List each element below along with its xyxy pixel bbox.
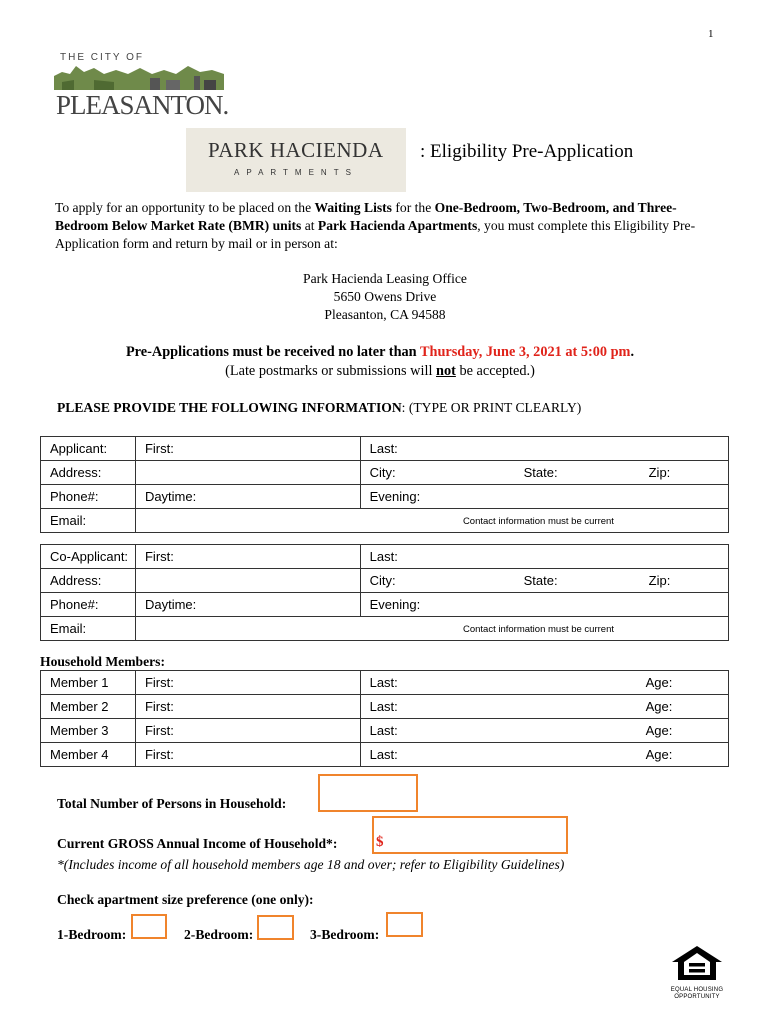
applicant-daytime-field[interactable]: Daytime: xyxy=(135,485,360,509)
provide-heading xyxy=(57,400,581,416)
eho-caption xyxy=(670,987,724,1001)
applicant-label: Applicant: xyxy=(41,437,136,461)
member-first-field[interactable]: First: xyxy=(135,719,360,743)
provide-rest: : (TYPE OR PRINT CLEARLY) xyxy=(401,400,582,415)
member-age-label: Age: xyxy=(645,699,673,714)
member-last-age-field[interactable] xyxy=(360,671,728,695)
coapplicant-evening-field[interactable]: Evening: xyxy=(360,593,728,617)
dollar-sign: $ xyxy=(376,834,384,850)
total-persons-field[interactable] xyxy=(318,774,418,812)
late-not: not xyxy=(436,363,456,379)
logo-city-name: PLEASANTON. xyxy=(56,90,229,120)
size-pref-heading: Check apartment size preference (one only): xyxy=(57,892,314,907)
park-hacienda-logo xyxy=(186,128,406,192)
logo-city-line: THE CITY OF xyxy=(60,52,145,63)
intro-paragraph xyxy=(55,199,720,253)
eho-line-2: OPPORTUNITY xyxy=(674,994,720,1000)
late-pre: (Late postmarks or submissions will xyxy=(225,363,436,379)
member-row xyxy=(41,743,729,767)
office-line-2: 5650 Owens Drive xyxy=(333,289,437,304)
member-row xyxy=(41,719,729,743)
coapplicant-zip-label: Zip: xyxy=(648,573,671,588)
member-last-label: Last: xyxy=(369,723,398,738)
member-age-label: Age: xyxy=(645,675,673,690)
intro-bold-3: Park Hacienda Apartments xyxy=(317,218,478,233)
coapplicant-label: Co-Applicant: xyxy=(41,545,136,569)
house-icon xyxy=(670,944,724,982)
member-last-age-field[interactable] xyxy=(360,719,728,743)
applicant-name-row xyxy=(41,437,729,461)
intro-bold-1: Waiting Lists xyxy=(314,200,392,215)
brand-name: PARK HACIENDA xyxy=(208,138,384,162)
intro-text-3: at xyxy=(301,218,318,233)
coapplicant-address-row xyxy=(41,569,729,593)
applicant-email-label: Email: xyxy=(41,509,136,533)
member-label: Member 2 xyxy=(41,695,136,719)
income-label: Current GROSS Annual Income of Household*: xyxy=(57,836,338,851)
page-number: 1 xyxy=(708,28,714,40)
coapplicant-email-label: Email: xyxy=(41,617,136,641)
intro-bold-2: One-Bedroom, Two-Bedroom, and Three-Bedroom Below Market Rate (BMR) units xyxy=(55,200,677,233)
applicant-address-row xyxy=(41,461,729,485)
applicant-email-row xyxy=(41,509,729,533)
office-line-1: Park Hacienda Leasing Office xyxy=(303,271,467,286)
deadline-pre: Pre-Applications must be received no later than xyxy=(125,344,420,360)
coapplicant-phone-label: Phone#: xyxy=(41,593,136,617)
applicant-last-field[interactable]: Last: xyxy=(360,437,728,461)
coapplicant-email-row xyxy=(41,617,729,641)
intro-text-2: for the xyxy=(391,200,435,215)
applicant-contact-note: Contact information must be current xyxy=(462,516,614,527)
coapplicant-last-field[interactable]: Last: xyxy=(360,545,728,569)
coapplicant-email-field[interactable] xyxy=(135,617,728,641)
coapplicant-first-field[interactable]: First: xyxy=(135,545,360,569)
applicant-email-field[interactable] xyxy=(135,509,728,533)
eho-line-1: EQUAL HOUSING xyxy=(670,987,724,993)
applicant-phone-label: Phone#: xyxy=(41,485,136,509)
member-first-field[interactable]: First: xyxy=(135,695,360,719)
two-bedroom-label: 2-Bedroom: xyxy=(184,927,254,942)
coapplicant-daytime-field[interactable]: Daytime: xyxy=(135,593,360,617)
applicant-state-label: State: xyxy=(523,465,558,480)
applicant-city-label: City: xyxy=(369,465,396,480)
three-bedroom-label: 3-Bedroom: xyxy=(310,927,380,942)
one-bedroom-checkbox[interactable] xyxy=(131,914,167,939)
coapplicant-address-label: Address: xyxy=(41,569,136,593)
applicant-evening-field[interactable]: Evening: xyxy=(360,485,728,509)
coapplicant-city-state-zip-field[interactable] xyxy=(360,569,728,593)
coapplicant-phone-row xyxy=(41,593,729,617)
applicant-zip-label: Zip: xyxy=(648,465,671,480)
skyline-icon xyxy=(54,62,224,92)
applicant-first-field[interactable]: First: xyxy=(135,437,360,461)
member-last-label: Last: xyxy=(369,747,398,762)
two-bedroom-checkbox[interactable] xyxy=(257,915,294,940)
coapplicant-name-row xyxy=(41,545,729,569)
applicant-city-state-zip-field[interactable] xyxy=(360,461,728,485)
member-first-field[interactable]: First: xyxy=(135,671,360,695)
member-label: Member 3 xyxy=(41,719,136,743)
provide-bold: PLEASE PROVIDE THE FOLLOWING INFORMATION xyxy=(57,400,402,415)
income-note: *(Includes income of all household members age 18 and over; refer to Eligibility Guidelines) xyxy=(57,857,565,872)
applicant-address-field[interactable] xyxy=(135,461,360,485)
late-post: be accepted.) xyxy=(455,363,535,379)
applicant-phone-row xyxy=(41,485,729,509)
equal-housing-logo xyxy=(670,944,724,1000)
deadline-post: . xyxy=(630,344,635,360)
total-persons-label: Total Number of Persons in Household: xyxy=(57,796,287,811)
income-field[interactable] xyxy=(372,816,568,854)
member-last-age-field[interactable] xyxy=(360,695,728,719)
coapplicant-address-field[interactable] xyxy=(135,569,360,593)
applicant-address-label: Address: xyxy=(41,461,136,485)
brand-sub: APARTMENTS xyxy=(234,168,358,177)
member-first-field[interactable]: First: xyxy=(135,743,360,767)
household-heading: Household Members: xyxy=(40,654,165,669)
coapplicant-city-label: City: xyxy=(369,573,396,588)
member-age-label: Age: xyxy=(645,723,673,738)
deadline-date: Thursday, June 3, 2021 at 5:00 pm xyxy=(419,344,631,360)
member-label: Member 4 xyxy=(41,743,136,767)
office-address xyxy=(0,270,770,324)
member-age-label: Age: xyxy=(645,747,673,762)
office-line-3: Pleasanton, CA 94588 xyxy=(324,307,446,322)
member-last-age-field[interactable] xyxy=(360,743,728,767)
coapplicant-contact-note: Contact information must be current xyxy=(462,624,614,635)
applicant-table xyxy=(40,436,729,533)
member-last-label: Last: xyxy=(369,699,398,714)
deadline-notice xyxy=(0,343,760,381)
city-logo xyxy=(54,50,229,124)
form-title: : Eligibility Pre-Application xyxy=(420,141,634,162)
member-label: Member 1 xyxy=(41,671,136,695)
member-last-label: Last: xyxy=(369,675,398,690)
member-row xyxy=(41,695,729,719)
coapplicant-state-label: State: xyxy=(523,573,558,588)
member-row xyxy=(41,671,729,695)
three-bedroom-checkbox[interactable] xyxy=(386,912,423,937)
coapplicant-table xyxy=(40,544,729,641)
intro-text-1: To apply for an opportunity to be placed on the xyxy=(55,200,315,215)
intro-text-4: , you must complete this Eligibility Pre-Application form and return by mail or in person at: xyxy=(55,218,696,251)
one-bedroom-label: 1-Bedroom: xyxy=(57,927,127,942)
household-table xyxy=(40,670,729,767)
